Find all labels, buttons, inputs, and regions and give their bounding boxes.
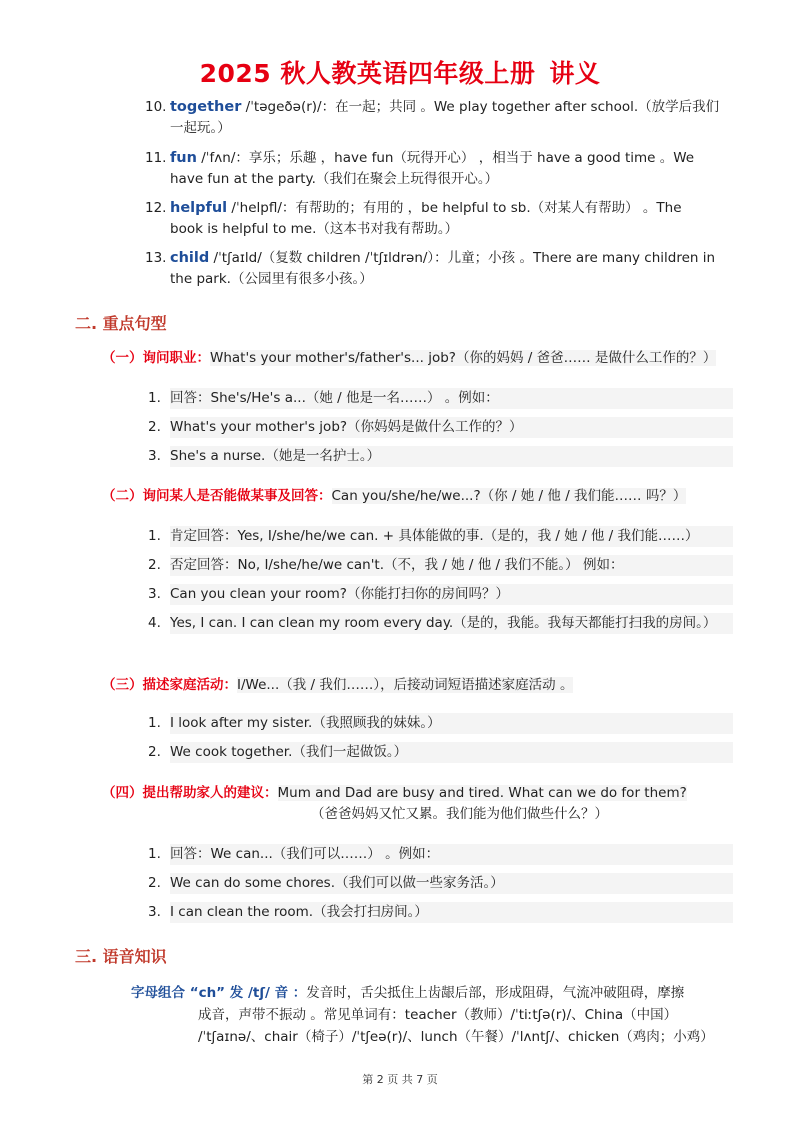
- list-item: 2. What's your mother's job?（你妈妈是做什么工作的？）: [148, 417, 733, 438]
- list-item: 4. Yes, I can. I can clean my room every day.（是的，我能。我每天都能打扫我的房间。）: [148, 613, 733, 634]
- vocab-item: 12. helpful /ˈhelpfl/：有帮助的；有用的 ，be helpful to sb.（对某人有帮助） 。The book is helpful to me.（这本书对我有帮助。）: [145, 200, 682, 237]
- list-item: 2. We cook together.（我们一起做饭。）: [148, 742, 733, 763]
- phonics-paragraph: 字母组合 “ch” 发 /tʃ/ 音 ：发音时，舌尖抵住上齿龈后部，形成阻碍，气流冲破阻碍，摩擦 成音，声带不振动 。常见单词有：teacher（教师）/ˈtiːtʃə(r)/、China（中国） /ˈtʃaɪnə/、chair（椅子）/ˈtʃeə(r)/、lunch（午餐）/ˈlʌntʃ/、chicken（鸡肉；小鸡）: [131, 985, 714, 1045]
- vocab-item: 11. fun /ˈfʌn/：享乐；乐趣 ，have fun（玩得开心） ，相当于 have a good time 。We have fun at the party.（我们在聚会上玩得很开心。）: [145, 150, 695, 187]
- section-heading: 三. 语音知识: [75, 947, 167, 966]
- section-heading: 二. 重点句型: [75, 314, 167, 333]
- list-item: 1. 回答：We can...（我们可以……） 。例如：: [148, 844, 733, 865]
- list-item: 2. We can do some chores.（我们可以做一些家务活。）: [148, 873, 733, 894]
- page-title: [0, 54, 800, 90]
- list-item: 2. 否定回答：No, I/she/he/we can't.（不，我 / 她 / 他 / 我们不能。） 例如：: [148, 555, 733, 576]
- title-suffix: 讲义: [549, 59, 601, 88]
- vocab-item: 13. child /ˈtʃaɪld/（复数 children /ˈtʃɪldrən/）：儿童；小孩 。There are many children in the park.（公园里有很多小孩。）: [145, 250, 716, 287]
- subsection-heading: （四）提出帮助家人的建议：Mum and Dad are busy and tired. What can we do for them? （爸爸妈妈又忙又累。我们能为他们做些什么？）: [102, 785, 687, 822]
- vocab-word: together: [170, 99, 242, 115]
- vocab-word: child: [170, 250, 210, 266]
- list-item: 3. She's a nurse.（她是一名护士。）: [148, 446, 733, 467]
- title-main: 2025 秋人教英语四年级上册: [199, 59, 536, 88]
- list-item: 1. 肯定回答：Yes, I/she/he/we can. + 具体能做的事.（是的，我 / 她 / 他 / 我们能……）: [148, 526, 733, 547]
- vocab-word: fun: [170, 150, 197, 166]
- vocab-item: 10. together /ˈtəgeðə(r)/：在一起；共同 。We play together after school.（放学后我们 一起玩。）: [145, 99, 720, 136]
- vocab-word: helpful: [170, 200, 228, 216]
- list-item: 3. I can clean the room.（我会打扫房间。）: [148, 902, 733, 923]
- list-item: 3. Can you clean your room?（你能打扫你的房间吗？）: [148, 584, 733, 605]
- subsection-heading: （三）描述家庭活动：I/We...（我 / 我们……），后接动词短语描述家庭活动 。: [102, 677, 574, 693]
- list-item: 1. I look after my sister.（我照顾我的妹妹。）: [148, 713, 733, 734]
- subsection-heading: （一）询问职业：What's your mother's/father's... job?（你的妈妈 / 爸爸…… 是做什么工作的？）: [102, 350, 717, 366]
- phonics-label: 字母组合 “ch” 发 /tʃ/ 音 ：: [131, 985, 307, 1001]
- page-footer: 第 2 页 共 7 页: [362, 1073, 438, 1086]
- subsection-heading: （二）询问某人是否能做某事及回答：Can you/she/he/we...?（你 / 她 / 他 / 我们能…… 吗？）: [102, 488, 687, 504]
- list-item: 1. 回答：She's/He's a...（她 / 他是一名……） 。例如：: [148, 388, 733, 409]
